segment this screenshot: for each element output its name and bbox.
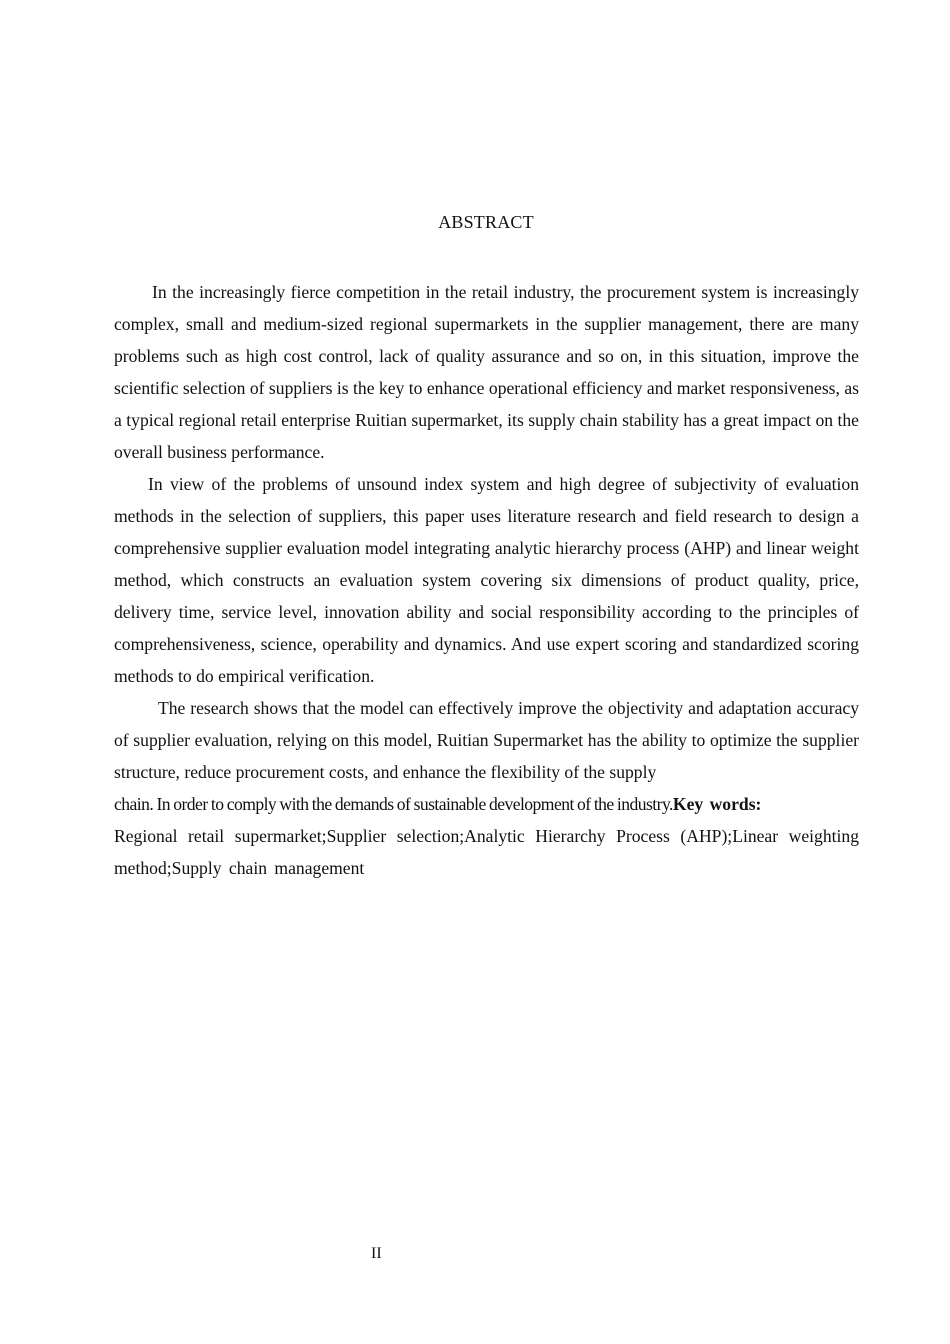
abstract-paragraph-3-text: The research shows that the model can effectively improve the objectivity and adaptation accuracy of supplier evaluation, relying on this model, Ruitian Supermarket has the ability to optimize the supplier structure, reduce procurement costs, and enhance the flexibility of the supply: [114, 698, 859, 782]
abstract-paragraph-3-tail: chain. In order to comply with the demands of sustainable development of the industry.: [114, 794, 673, 814]
abstract-paragraph-1: In the increasingly fierce competition in the retail industry, the procurement system is increasingly complex, small and medium-sized regional supermarkets in the supplier management, there are many problems such as high cost control, lack of quality assurance and so on, in this situation, improve the scientific selection of suppliers is the key to enhance operational efficiency and market responsiveness, as a typical regional retail enterprise Ruitian supermarket, its supply chain stability has a great impact on the overall business performance.: [114, 282, 859, 462]
page-number: II: [371, 1245, 382, 1262]
abstract-paragraph-2: In view of the problems of unsound index system and high degree of subjectivity of evaluation methods in the selection of suppliers, this paper uses literature research and field research to design a comprehensive supplier evaluation model integrating analytic hierarchy process (AHP) and linear weight method, which constructs an evaluation system covering six dimensions of product quality, price, delivery time, service level, innovation ability and social responsibility according to the principles of comprehensiveness, science, operability and dynamics. And use expert scoring and standardized scoring methods to do empirical verification.: [114, 474, 859, 686]
keywords-list: Regional retail supermarket;Supplier selection;Analytic Hierarchy Process (AHP);Linear weighting method;Supply chain management: [114, 826, 859, 878]
keywords-label: Key words:: [672, 794, 762, 814]
abstract-title: ABSTRACT: [438, 212, 534, 232]
abstract-paragraph-3: [114, 692, 859, 820]
abstract-body: [114, 276, 859, 884]
